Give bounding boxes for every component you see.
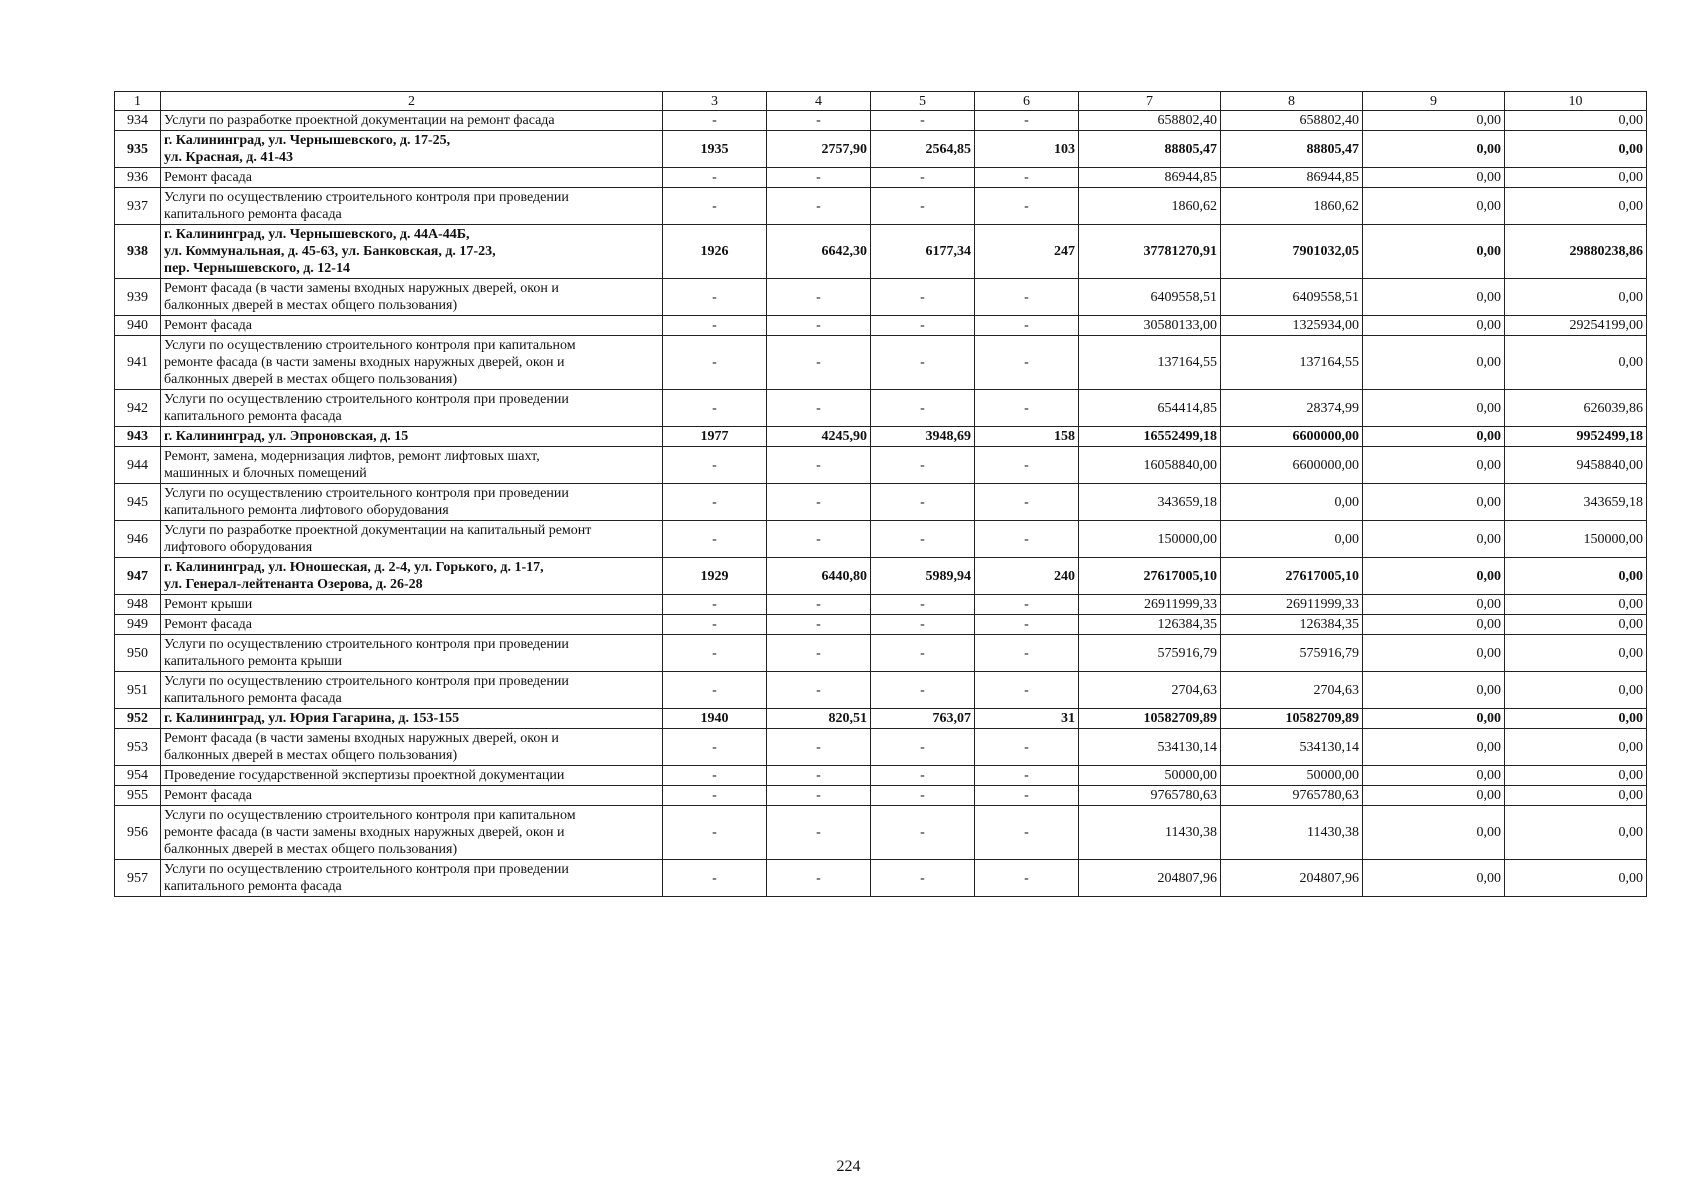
col-9-cell: 0,00 (1363, 188, 1505, 225)
col-9-cell: 0,00 (1363, 427, 1505, 447)
col-5-cell: - (871, 336, 975, 390)
col-3-cell: 1935 (663, 131, 767, 168)
col-5-cell: - (871, 615, 975, 635)
column-header-3: 3 (663, 92, 767, 111)
col-6-cell: - (975, 635, 1079, 672)
row-number-cell: 948 (115, 595, 161, 615)
col-8-cell: 28374,99 (1221, 390, 1363, 427)
col-7-cell: 137164,55 (1079, 336, 1221, 390)
col-4-cell: - (767, 447, 871, 484)
col-4-cell: - (767, 860, 871, 897)
col-5-cell: - (871, 447, 975, 484)
col-4-cell: - (767, 316, 871, 336)
item-name-cell: Услуги по разработке проектной документации на капитальный ремонт лифтового оборудования (161, 521, 663, 558)
col-6-cell: - (975, 766, 1079, 786)
row-number-cell: 947 (115, 558, 161, 595)
col-4-cell: 6440,80 (767, 558, 871, 595)
item-name-cell: Ремонт фасада (в части замены входных наружных дверей, окон и балконных дверей в местах общего пользования) (161, 729, 663, 766)
col-7-cell: 16058840,00 (1079, 447, 1221, 484)
col-10-cell: 0,00 (1505, 615, 1647, 635)
col-10-cell: 9952499,18 (1505, 427, 1647, 447)
col-3-cell: - (663, 615, 767, 635)
table-row (115, 225, 1647, 279)
col-8-cell: 26911999,33 (1221, 595, 1363, 615)
col-3-cell: - (663, 447, 767, 484)
item-name-cell: Услуги по осуществлению строительного контроля при капитальном ремонте фасада (в части замены входных наружных дверей, окон и балконных дверей в местах общего пользования) (161, 806, 663, 860)
col-9-cell: 0,00 (1363, 390, 1505, 427)
table-row (115, 558, 1647, 595)
col-10-cell: 0,00 (1505, 558, 1647, 595)
col-6-cell: 240 (975, 558, 1079, 595)
col-5-cell: - (871, 766, 975, 786)
table-row (115, 766, 1647, 786)
col-7-cell: 16552499,18 (1079, 427, 1221, 447)
col-8-cell: 6600000,00 (1221, 447, 1363, 484)
col-3-cell: - (663, 766, 767, 786)
col-6-cell: - (975, 729, 1079, 766)
row-number-cell: 939 (115, 279, 161, 316)
table-row (115, 860, 1647, 897)
col-5-cell: - (871, 111, 975, 131)
item-name-cell: Услуги по осуществлению строительного контроля при проведении капитального ремонта фасада (161, 390, 663, 427)
col-10-cell: 0,00 (1505, 635, 1647, 672)
col-5-cell: - (871, 806, 975, 860)
col-10-cell: 0,00 (1505, 729, 1647, 766)
item-name-cell: Услуги по осуществлению строительного контроля при капитальном ремонте фасада (в части замены входных наружных дверей, окон и балконных дверей в местах общего пользования) (161, 336, 663, 390)
col-6-cell: - (975, 168, 1079, 188)
col-4-cell: - (767, 672, 871, 709)
item-name-cell: Ремонт фасада (161, 168, 663, 188)
col-8-cell: 88805,47 (1221, 131, 1363, 168)
col-7-cell: 50000,00 (1079, 766, 1221, 786)
col-6-cell: 31 (975, 709, 1079, 729)
col-3-cell: - (663, 806, 767, 860)
col-10-cell: 29880238,86 (1505, 225, 1647, 279)
table-row (115, 729, 1647, 766)
col-5-cell: 2564,85 (871, 131, 975, 168)
col-3-cell: - (663, 316, 767, 336)
col-7-cell: 150000,00 (1079, 521, 1221, 558)
table-row (115, 447, 1647, 484)
col-10-cell: 626039,86 (1505, 390, 1647, 427)
col-7-cell: 37781270,91 (1079, 225, 1221, 279)
row-number-cell: 936 (115, 168, 161, 188)
col-7-cell: 6409558,51 (1079, 279, 1221, 316)
col-6-cell: - (975, 390, 1079, 427)
col-10-cell: 343659,18 (1505, 484, 1647, 521)
row-number-cell: 937 (115, 188, 161, 225)
col-10-cell: 0,00 (1505, 336, 1647, 390)
table-row (115, 390, 1647, 427)
col-5-cell: 6177,34 (871, 225, 975, 279)
col-5-cell: - (871, 521, 975, 558)
col-10-cell: 9458840,00 (1505, 447, 1647, 484)
row-number-cell: 944 (115, 447, 161, 484)
col-8-cell: 126384,35 (1221, 615, 1363, 635)
col-9-cell: 0,00 (1363, 615, 1505, 635)
table-row (115, 672, 1647, 709)
col-4-cell: - (767, 806, 871, 860)
col-8-cell: 534130,14 (1221, 729, 1363, 766)
col-9-cell: 0,00 (1363, 729, 1505, 766)
table-row (115, 427, 1647, 447)
col-3-cell: 1940 (663, 709, 767, 729)
item-name-cell: г. Калининград, ул. Чернышевского, д. 44А-44Б, ул. Коммунальная, д. 45-63, ул. Банковская, д. 17-23, пер. Чернышевского, д. 12-14 (161, 225, 663, 279)
table-row (115, 316, 1647, 336)
col-4-cell: - (767, 484, 871, 521)
item-name-cell: г. Калининград, ул. Юрия Гагарина, д. 153-155 (161, 709, 663, 729)
column-header-6: 6 (975, 92, 1079, 111)
row-number-cell: 934 (115, 111, 161, 131)
col-9-cell: 0,00 (1363, 336, 1505, 390)
col-4-cell: - (767, 615, 871, 635)
table-row (115, 806, 1647, 860)
column-header-9: 9 (1363, 92, 1505, 111)
col-9-cell: 0,00 (1363, 131, 1505, 168)
col-9-cell: 0,00 (1363, 484, 1505, 521)
col-7-cell: 27617005,10 (1079, 558, 1221, 595)
col-9-cell: 0,00 (1363, 521, 1505, 558)
col-5-cell: - (871, 595, 975, 615)
col-6-cell: - (975, 521, 1079, 558)
col-7-cell: 654414,85 (1079, 390, 1221, 427)
col-6-cell: - (975, 316, 1079, 336)
col-9-cell: 0,00 (1363, 168, 1505, 188)
item-name-cell: Услуги по осуществлению строительного контроля при проведении капитального ремонта фасада (161, 672, 663, 709)
item-name-cell: Услуги по осуществлению строительного контроля при проведении капитального ремонта фасада (161, 188, 663, 225)
row-number-cell: 949 (115, 615, 161, 635)
item-name-cell: Услуги по осуществлению строительного контроля при проведении капитального ремонта крыши (161, 635, 663, 672)
col-3-cell: - (663, 595, 767, 615)
table-row (115, 635, 1647, 672)
col-3-cell: 1977 (663, 427, 767, 447)
col-5-cell: - (871, 390, 975, 427)
column-header-5: 5 (871, 92, 975, 111)
col-6-cell: - (975, 806, 1079, 860)
item-name-cell: Ремонт фасада (161, 615, 663, 635)
col-8-cell: 658802,40 (1221, 111, 1363, 131)
col-4-cell: - (767, 336, 871, 390)
row-number-cell: 951 (115, 672, 161, 709)
col-6-cell: - (975, 672, 1079, 709)
page-number: 224 (836, 1158, 861, 1175)
col-5-cell: - (871, 168, 975, 188)
column-header-4: 4 (767, 92, 871, 111)
col-6-cell: - (975, 111, 1079, 131)
col-6-cell: 247 (975, 225, 1079, 279)
col-3-cell: 1926 (663, 225, 767, 279)
col-9-cell: 0,00 (1363, 225, 1505, 279)
col-6-cell: - (975, 615, 1079, 635)
col-6-cell: - (975, 484, 1079, 521)
table-row (115, 484, 1647, 521)
item-name-cell: г. Калининград, ул. Чернышевского, д. 17-25, ул. Красная, д. 41-43 (161, 131, 663, 168)
col-3-cell: 1929 (663, 558, 767, 595)
col-3-cell: - (663, 279, 767, 316)
col-4-cell: 2757,90 (767, 131, 871, 168)
col-8-cell: 6409558,51 (1221, 279, 1363, 316)
col-4-cell: - (767, 595, 871, 615)
col-4-cell: - (767, 729, 871, 766)
table-row (115, 111, 1647, 131)
col-7-cell: 88805,47 (1079, 131, 1221, 168)
col-5-cell: 763,07 (871, 709, 975, 729)
col-7-cell: 126384,35 (1079, 615, 1221, 635)
col-3-cell: - (663, 390, 767, 427)
item-name-cell: Услуги по осуществлению строительного контроля при проведении капитального ремонта фасада (161, 860, 663, 897)
col-6-cell: - (975, 279, 1079, 316)
row-number-cell: 955 (115, 786, 161, 806)
budget-table (114, 91, 1647, 897)
col-5-cell: 3948,69 (871, 427, 975, 447)
col-4-cell: - (767, 111, 871, 131)
col-5-cell: - (871, 729, 975, 766)
col-4-cell: - (767, 786, 871, 806)
row-number-cell: 954 (115, 766, 161, 786)
table-row (115, 168, 1647, 188)
row-number-cell: 950 (115, 635, 161, 672)
col-10-cell: 0,00 (1505, 279, 1647, 316)
row-number-cell: 946 (115, 521, 161, 558)
col-10-cell: 0,00 (1505, 595, 1647, 615)
col-3-cell: - (663, 860, 767, 897)
table-row (115, 279, 1647, 316)
item-name-cell: Услуги по осуществлению строительного контроля при проведении капитального ремонта лифтового оборудования (161, 484, 663, 521)
col-7-cell: 26911999,33 (1079, 595, 1221, 615)
col-4-cell: 6642,30 (767, 225, 871, 279)
col-6-cell: 158 (975, 427, 1079, 447)
col-8-cell: 204807,96 (1221, 860, 1363, 897)
col-7-cell: 11430,38 (1079, 806, 1221, 860)
item-name-cell: Ремонт фасада (в части замены входных наружных дверей, окон и балконных дверей в местах общего пользования) (161, 279, 663, 316)
col-10-cell: 150000,00 (1505, 521, 1647, 558)
table-row (115, 595, 1647, 615)
col-8-cell: 575916,79 (1221, 635, 1363, 672)
column-header-8: 8 (1221, 92, 1363, 111)
col-9-cell: 0,00 (1363, 447, 1505, 484)
row-number-cell: 957 (115, 860, 161, 897)
col-8-cell: 10582709,89 (1221, 709, 1363, 729)
col-4-cell: 4245,90 (767, 427, 871, 447)
col-7-cell: 10582709,89 (1079, 709, 1221, 729)
row-number-cell: 940 (115, 316, 161, 336)
row-number-cell: 952 (115, 709, 161, 729)
col-10-cell: 0,00 (1505, 860, 1647, 897)
col-9-cell: 0,00 (1363, 709, 1505, 729)
col-6-cell: - (975, 860, 1079, 897)
col-3-cell: - (663, 484, 767, 521)
col-8-cell: 0,00 (1221, 521, 1363, 558)
col-7-cell: 2704,63 (1079, 672, 1221, 709)
item-name-cell: Ремонт крыши (161, 595, 663, 615)
table-row (115, 521, 1647, 558)
col-9-cell: 0,00 (1363, 635, 1505, 672)
col-10-cell: 0,00 (1505, 168, 1647, 188)
col-9-cell: 0,00 (1363, 786, 1505, 806)
header-row (115, 92, 1647, 111)
item-name-cell: г. Калининград, ул. Эпроновская, д. 15 (161, 427, 663, 447)
col-7-cell: 30580133,00 (1079, 316, 1221, 336)
col-8-cell: 0,00 (1221, 484, 1363, 521)
row-number-cell: 943 (115, 427, 161, 447)
col-7-cell: 86944,85 (1079, 168, 1221, 188)
col-3-cell: - (663, 111, 767, 131)
column-header-1: 1 (115, 92, 161, 111)
col-4-cell: - (767, 188, 871, 225)
col-5-cell: - (871, 316, 975, 336)
row-number-cell: 942 (115, 390, 161, 427)
column-header-10: 10 (1505, 92, 1647, 111)
col-4-cell: - (767, 521, 871, 558)
col-10-cell: 0,00 (1505, 709, 1647, 729)
col-6-cell: - (975, 188, 1079, 225)
col-8-cell: 86944,85 (1221, 168, 1363, 188)
col-5-cell: - (871, 188, 975, 225)
col-8-cell: 137164,55 (1221, 336, 1363, 390)
row-number-cell: 935 (115, 131, 161, 168)
col-4-cell: - (767, 279, 871, 316)
col-10-cell: 29254199,00 (1505, 316, 1647, 336)
col-3-cell: - (663, 729, 767, 766)
row-number-cell: 956 (115, 806, 161, 860)
col-9-cell: 0,00 (1363, 595, 1505, 615)
col-4-cell: - (767, 766, 871, 786)
item-name-cell: г. Калининград, ул. Юношеская, д. 2-4, ул. Горького, д. 1-17, ул. Генерал-лейтенанта Озерова, д. 26-28 (161, 558, 663, 595)
col-7-cell: 204807,96 (1079, 860, 1221, 897)
col-3-cell: - (663, 336, 767, 390)
col-6-cell: - (975, 595, 1079, 615)
col-5-cell: - (871, 672, 975, 709)
col-8-cell: 7901032,05 (1221, 225, 1363, 279)
table-row (115, 615, 1647, 635)
col-5-cell: - (871, 635, 975, 672)
col-7-cell: 575916,79 (1079, 635, 1221, 672)
col-5-cell: - (871, 279, 975, 316)
col-9-cell: 0,00 (1363, 316, 1505, 336)
col-5-cell: - (871, 484, 975, 521)
col-9-cell: 0,00 (1363, 860, 1505, 897)
col-7-cell: 9765780,63 (1079, 786, 1221, 806)
col-4-cell: - (767, 168, 871, 188)
col-9-cell: 0,00 (1363, 766, 1505, 786)
col-8-cell: 50000,00 (1221, 766, 1363, 786)
column-header-2: 2 (161, 92, 663, 111)
col-3-cell: - (663, 672, 767, 709)
col-10-cell: 0,00 (1505, 111, 1647, 131)
col-7-cell: 658802,40 (1079, 111, 1221, 131)
col-5-cell: 5989,94 (871, 558, 975, 595)
col-3-cell: - (663, 521, 767, 558)
col-3-cell: - (663, 635, 767, 672)
col-6-cell: - (975, 786, 1079, 806)
column-header-7: 7 (1079, 92, 1221, 111)
col-10-cell: 0,00 (1505, 131, 1647, 168)
col-3-cell: - (663, 786, 767, 806)
col-10-cell: 0,00 (1505, 786, 1647, 806)
col-7-cell: 343659,18 (1079, 484, 1221, 521)
table-row (115, 709, 1647, 729)
item-name-cell: Ремонт, замена, модернизация лифтов, ремонт лифтовых шахт, машинных и блочных помещений (161, 447, 663, 484)
col-8-cell: 1860,62 (1221, 188, 1363, 225)
item-name-cell: Услуги по разработке проектной документации на ремонт фасада (161, 111, 663, 131)
table-row (115, 786, 1647, 806)
table-row (115, 336, 1647, 390)
col-8-cell: 9765780,63 (1221, 786, 1363, 806)
col-5-cell: - (871, 860, 975, 897)
table-row (115, 188, 1647, 225)
col-6-cell: - (975, 336, 1079, 390)
col-8-cell: 6600000,00 (1221, 427, 1363, 447)
col-9-cell: 0,00 (1363, 111, 1505, 131)
col-9-cell: 0,00 (1363, 672, 1505, 709)
col-6-cell: 103 (975, 131, 1079, 168)
col-8-cell: 1325934,00 (1221, 316, 1363, 336)
col-10-cell: 0,00 (1505, 188, 1647, 225)
col-9-cell: 0,00 (1363, 558, 1505, 595)
col-4-cell: - (767, 390, 871, 427)
col-10-cell: 0,00 (1505, 766, 1647, 786)
col-3-cell: - (663, 188, 767, 225)
col-4-cell: 820,51 (767, 709, 871, 729)
col-3-cell: - (663, 168, 767, 188)
col-9-cell: 0,00 (1363, 279, 1505, 316)
col-6-cell: - (975, 447, 1079, 484)
col-4-cell: - (767, 635, 871, 672)
row-number-cell: 945 (115, 484, 161, 521)
table-row (115, 131, 1647, 168)
row-number-cell: 941 (115, 336, 161, 390)
col-9-cell: 0,00 (1363, 806, 1505, 860)
col-10-cell: 0,00 (1505, 672, 1647, 709)
row-number-cell: 953 (115, 729, 161, 766)
col-5-cell: - (871, 786, 975, 806)
col-8-cell: 27617005,10 (1221, 558, 1363, 595)
col-7-cell: 1860,62 (1079, 188, 1221, 225)
col-8-cell: 11430,38 (1221, 806, 1363, 860)
row-number-cell: 938 (115, 225, 161, 279)
item-name-cell: Ремонт фасада (161, 316, 663, 336)
item-name-cell: Ремонт фасада (161, 786, 663, 806)
col-8-cell: 2704,63 (1221, 672, 1363, 709)
col-10-cell: 0,00 (1505, 806, 1647, 860)
table-body (115, 111, 1647, 897)
col-7-cell: 534130,14 (1079, 729, 1221, 766)
item-name-cell: Проведение государственной экспертизы проектной документации (161, 766, 663, 786)
